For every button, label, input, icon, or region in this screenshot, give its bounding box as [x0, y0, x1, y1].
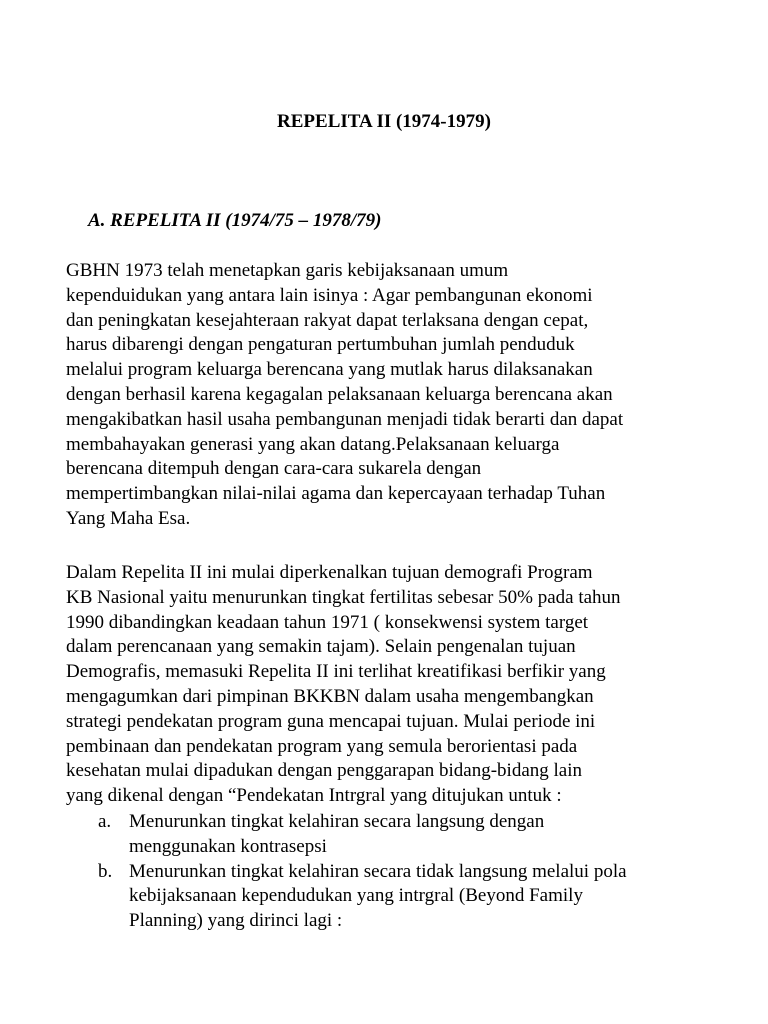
list-item [98, 860, 718, 934]
list-item-line: Planning) yang dirinci lagi : [129, 910, 343, 932]
list-item-line: kebijaksanaan kependudukan yang intrgral (Beyond Family [129, 885, 583, 907]
section-heading: A. REPELITA II (1974/75 – 1978/79) [88, 210, 382, 231]
list-item [98, 810, 718, 860]
paragraph-line: strategi pendekatan program guna mencapai tujuan. Mulai periode ini [66, 710, 596, 732]
paragraph-line: berencana ditempuh dengan cara-cara sukarela dengan [66, 458, 482, 480]
paragraph-line: dan peningkatan kesejahteraan rakyat dapat terlaksana dengan cepat, [66, 309, 589, 331]
paragraph-line: pembinaan dan pendekatan program yang semula berorientasi pada [66, 735, 578, 757]
paragraph-line: dengan berhasil karena kegagalan pelaksanaan keluarga berencana akan [66, 383, 613, 405]
paragraph-line: yang dikenal dengan “Pendekatan Intrgral yang ditujukan untuk : [66, 785, 562, 807]
list-marker: b. [98, 860, 113, 882]
paragraph-line: kesehatan mulai dipadukan dengan penggarapan bidang-bidang lain [66, 760, 582, 782]
paragraph-line: Dalam Repelita II ini mulai diperkenalkan tujuan demografi Program [66, 562, 593, 583]
paragraph-line: KB Nasional yaitu menurunkan tingkat fertilitas sebesar 50% pada tahun [66, 586, 621, 608]
paragraph-line: kependuidukan yang antara lain isinya : Agar pembangunan ekonomi [66, 284, 593, 306]
paragraph-line: mengakibatkan hasil usaha pembangunan menjadi tidak berarti dan dapat [66, 408, 624, 430]
paragraph-repelita [66, 561, 726, 809]
paragraph-line: mengagumkan dari pimpinan BKKBN dalam usaha mengembangkan [66, 685, 594, 707]
list-marker: a. [98, 811, 112, 832]
paragraph-line: Demografis, memasuki Repelita II ini terlihat kreatifikasi berfikir yang [66, 661, 606, 683]
paragraph-line: Yang Maha Esa. [66, 507, 191, 529]
paragraph-line: melalui program keluarga berencana yang mutlak harus dilaksanakan [66, 359, 593, 381]
list-item-line: Menurunkan tingkat kelahiran secara tidak langsung melalui pola [129, 860, 627, 882]
goals-list [98, 810, 718, 934]
list-item-line: menggunakan kontrasepsi [129, 835, 327, 857]
paragraph-line: GBHN 1973 telah menetapkan garis kebijaksanaan umum [66, 260, 509, 281]
list-item-line: Menurunkan tingkat kelahiran secara langsung dengan [129, 811, 545, 832]
paragraph-line: membahayakan generasi yang akan datang.Pelaksanaan keluarga [66, 433, 560, 455]
paragraph-line: harus dibarengi dengan pengaturan pertumbuhan jumlah penduduk [66, 334, 575, 356]
paragraph-gbhn [66, 259, 726, 532]
paragraph-line: mempertimbangkan nilai-nilai agama dan kepercayaan terhadap Tuhan [66, 483, 606, 505]
page-title: REPELITA II (1974-1979) [277, 111, 491, 132]
paragraph-line: dalam perencanaan yang semakin tajam). Selain pengenalan tujuan [66, 636, 576, 658]
paragraph-line: 1990 dibandingkan keadaan tahun 1971 ( konsekwensi system target [66, 611, 589, 633]
